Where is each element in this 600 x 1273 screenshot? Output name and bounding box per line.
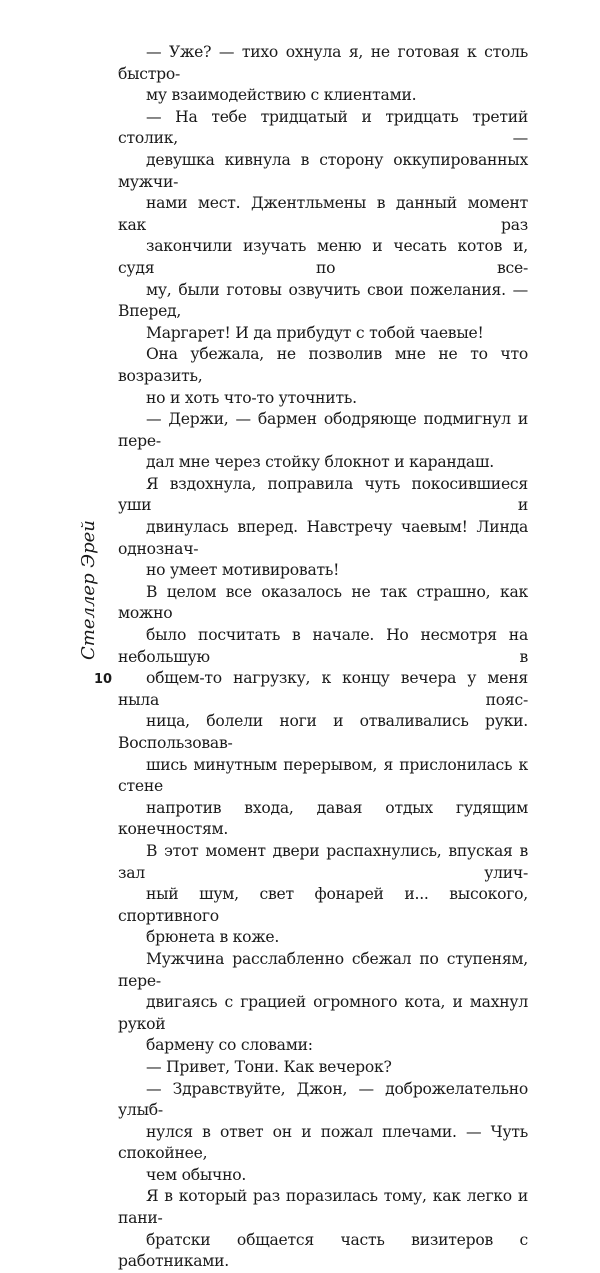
text-line: В целом все оказалось не так страшно, как можно — [118, 582, 528, 623]
text-line: му, были готовы озвучить свои пожелания. — Вперед, — [118, 280, 528, 321]
text-line: нулся в ответ он и пожал плечами. — Чуть спокойнее, — [118, 1122, 528, 1163]
text-line: чем обычно. — [146, 1165, 247, 1184]
text-line: — Уже? — тихо охнула я, не готовая к столь быстро- — [118, 43, 528, 83]
paragraph — [118, 582, 528, 949]
text-line: но и хоть что-то уточнить. — [146, 388, 357, 407]
text-line: закончили изучать меню и чесать котов и, судя по все- — [118, 237, 528, 277]
text-line: брюнета в коже. — [146, 928, 280, 947]
text-line: му взаимодействию с клиентами. — [146, 86, 417, 105]
text-line: братски общается часть визитеров с работниками. — [118, 1230, 528, 1271]
text-line: — На тебе тридцатый и тридцать третий столик, — — [118, 107, 528, 148]
text-line: нами мест. Джентльмены в данный момент как раз — [118, 194, 528, 234]
paragraph — [118, 344, 528, 409]
text-line: — Здравствуйте, Джон, — доброжелательно улыб- — [118, 1079, 528, 1120]
paragraph — [118, 474, 528, 582]
text-line: напротив входа, давая отдых гудящим конечностям. — [118, 798, 528, 839]
paragraph — [118, 949, 528, 1057]
paragraph — [118, 1079, 528, 1187]
paragraph — [118, 42, 528, 107]
text-line: ница, болели ноги и отваливались руки. Воспользовав- — [118, 712, 528, 752]
text-line: девушка кивнула в сторону оккупированных мужчи- — [118, 150, 528, 191]
text-line: — Держи, — бармен ободряюще подмигнул и пере- — [118, 410, 528, 450]
page-number: 10 — [94, 672, 113, 687]
text-line: было посчитать в начале. Но несмотря на небольшую в — [118, 626, 528, 666]
text-line: Я вздохнула, поправила чуть покосившиеся уши и — [118, 474, 528, 515]
text-line: дал мне через стойку блокнот и карандаш. — [146, 453, 494, 472]
text-line: общем-то нагрузку, к концу вечера у меня ныла пояс- — [118, 669, 528, 709]
running-head: Стеллер Эрей — [78, 520, 99, 660]
text-line: Маргарет! И да прибудут с тобой чаевые! — [146, 323, 484, 342]
text-line: бармену со словами: — [146, 1036, 313, 1055]
paragraph — [118, 1057, 528, 1079]
text-line: Мужчина расслабленно сбежал по ступеням, пере- — [118, 949, 528, 990]
text-line: — Привет, Тони. Как вечерок? — [146, 1057, 392, 1076]
text-line: ный шум, свет фонарей и... высокого, спортивного — [118, 885, 528, 925]
text-line: В этот момент двери распахнулись, впуская в зал улич- — [118, 841, 528, 882]
text-line: двинулась вперед. Навстречу чаевым! Линда однознач- — [118, 518, 528, 558]
text-line: двигаясь с грацией огромного кота, и махнул рукой — [118, 993, 528, 1033]
paragraph — [118, 107, 528, 345]
text-line: Я в который раз поразилась тому, как легко и пани- — [118, 1187, 528, 1228]
paragraph — [118, 409, 528, 474]
text-line: шись минутным перерывом, я прислонилась к стене — [118, 755, 528, 796]
body-text — [118, 42, 528, 1273]
text-line: но умеет мотивировать! — [146, 561, 340, 580]
paragraph — [118, 1186, 528, 1272]
text-line: Она убежала, не позволив мне не то что возразить, — [118, 345, 528, 385]
